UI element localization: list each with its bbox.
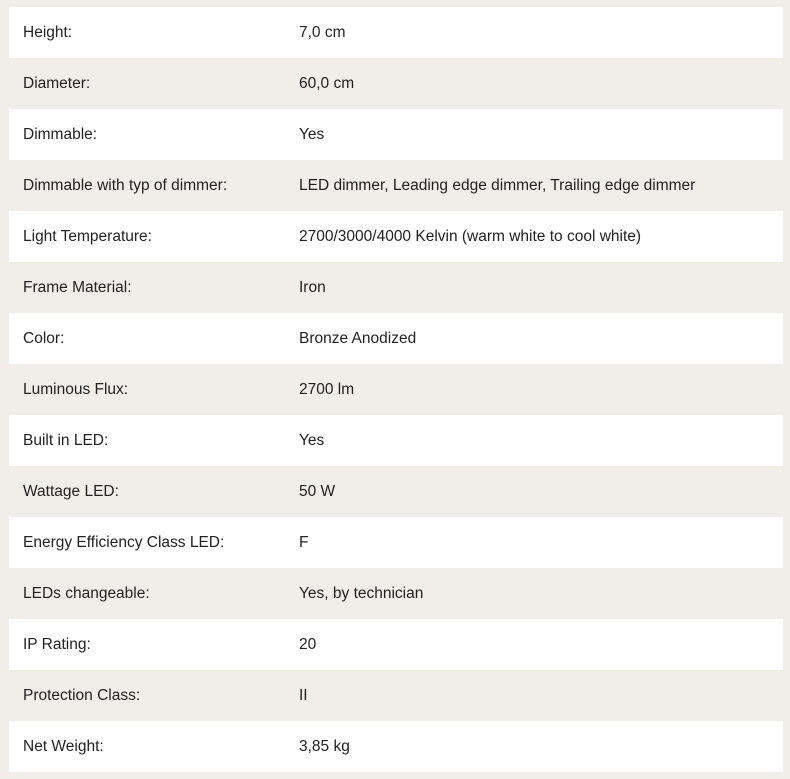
spec-label: LEDs changeable:	[23, 584, 150, 602]
spec-value: 3,85 kg	[299, 737, 350, 755]
spec-label: Dimmable with typ of dimmer:	[23, 176, 228, 194]
spec-value: Yes, by technician	[299, 584, 424, 602]
spec-value: 20	[299, 635, 317, 653]
spec-value: 60,0 cm	[299, 74, 355, 92]
spec-row-dimmer-type	[9, 160, 783, 211]
spec-label: Diameter:	[23, 74, 91, 92]
spec-value: 2700 lm	[299, 380, 355, 398]
spec-row-frame-material	[9, 262, 783, 313]
spec-row-color	[9, 313, 783, 364]
spec-row-protection-class	[9, 670, 783, 721]
spec-row-wattage	[9, 466, 783, 517]
spec-row-height	[9, 7, 783, 58]
spec-row-leds-changeable	[9, 568, 783, 619]
spec-row-ip-rating	[9, 619, 783, 670]
spec-label: Color:	[23, 329, 65, 347]
spec-label: Height:	[23, 23, 73, 41]
spec-value: Yes	[299, 431, 325, 449]
spec-value: 50 W	[299, 482, 336, 500]
spec-value: 2700/3000/4000 Kelvin (warm white to cool white)	[299, 227, 642, 245]
spec-label: IP Rating:	[23, 635, 91, 653]
spec-label: Protection Class:	[23, 686, 141, 704]
spec-value: II	[299, 686, 308, 704]
spec-label: Frame Material:	[23, 278, 132, 296]
spec-value: F	[299, 533, 309, 551]
spec-label: Energy Efficiency Class LED:	[23, 533, 225, 551]
spec-row-net-weight	[9, 721, 783, 772]
spec-label: Light Temperature:	[23, 227, 152, 245]
spec-value: Iron	[299, 278, 326, 296]
spec-row-light-temperature	[9, 211, 783, 262]
spec-value: Yes	[299, 125, 325, 143]
spec-label: Built in LED:	[23, 431, 109, 449]
spec-label: Net Weight:	[23, 737, 104, 755]
spec-table	[9, 7, 783, 772]
spec-row-dimmable	[9, 109, 783, 160]
spec-value: 7,0 cm	[299, 23, 346, 41]
spec-row-energy-class	[9, 517, 783, 568]
spec-value: LED dimmer, Leading edge dimmer, Trailing edge dimmer	[299, 176, 696, 194]
spec-label: Dimmable:	[23, 125, 98, 143]
spec-label: Wattage LED:	[23, 482, 119, 500]
spec-row-diameter	[9, 58, 783, 109]
spec-label: Luminous Flux:	[23, 380, 129, 398]
spec-value: Bronze Anodized	[299, 329, 417, 347]
spec-row-luminous-flux	[9, 364, 783, 415]
spec-row-built-in-led	[9, 415, 783, 466]
